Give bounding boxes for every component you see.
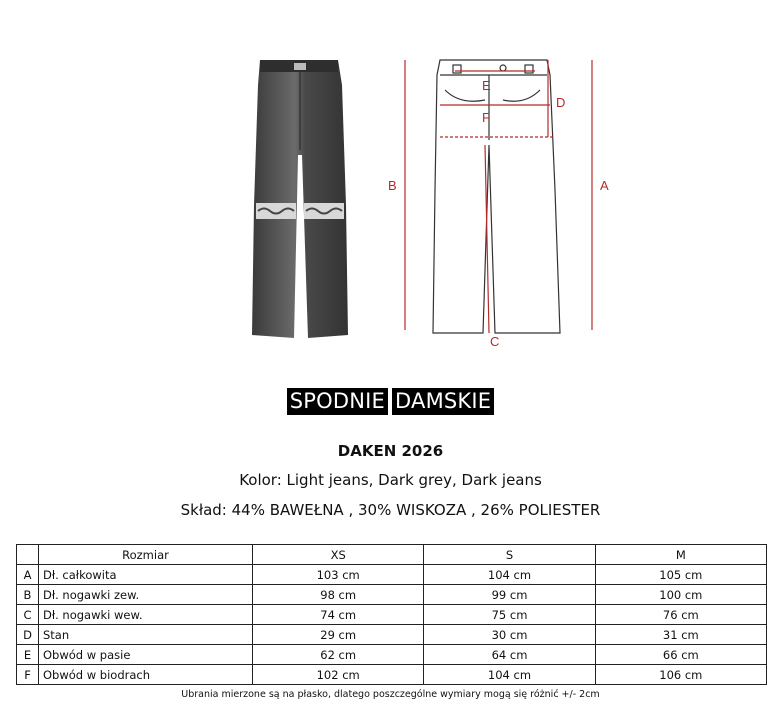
label-f: F bbox=[482, 110, 490, 125]
cell-value: 103 cm bbox=[253, 565, 424, 585]
table-row bbox=[17, 585, 767, 605]
header-rozmiar: Rozmiar bbox=[39, 545, 253, 565]
label-e: E bbox=[482, 78, 491, 93]
cell-value: 99 cm bbox=[424, 585, 595, 605]
row-letter: C bbox=[17, 605, 39, 625]
cell-value: 100 cm bbox=[595, 585, 766, 605]
row-label: Dł. nogawki zew. bbox=[39, 585, 253, 605]
label-a: A bbox=[600, 178, 609, 193]
header-size-m: M bbox=[595, 545, 766, 565]
cell-value: 66 cm bbox=[595, 645, 766, 665]
label-d: D bbox=[556, 95, 566, 110]
cell-value: 62 cm bbox=[253, 645, 424, 665]
model-name: DAKEN 2026 bbox=[337, 442, 444, 460]
composition-line: Skład: 44% BAWEŁNA , 30% WISKOZA , 26% POLIESTER bbox=[180, 501, 601, 519]
row-letter: A bbox=[17, 565, 39, 585]
cell-value: 64 cm bbox=[424, 645, 595, 665]
jeans-photo bbox=[250, 55, 350, 340]
table-row bbox=[17, 565, 767, 585]
cell-value: 104 cm bbox=[424, 565, 595, 585]
label-c: C bbox=[490, 334, 500, 349]
title-word-1: SPODNIE bbox=[287, 388, 388, 415]
table-row bbox=[17, 625, 767, 645]
cell-value: 104 cm bbox=[424, 665, 595, 685]
label-b: B bbox=[388, 178, 397, 193]
product-title bbox=[0, 388, 781, 415]
table-row bbox=[17, 605, 767, 625]
colors-line: Kolor: Light jeans, Dark grey, Dark jeans bbox=[239, 471, 542, 489]
row-letter: D bbox=[17, 625, 39, 645]
cell-value: 98 cm bbox=[253, 585, 424, 605]
cell-value: 29 cm bbox=[253, 625, 424, 645]
cell-value: 106 cm bbox=[595, 665, 766, 685]
cell-value: 75 cm bbox=[424, 605, 595, 625]
row-label: Obwód w biodrach bbox=[39, 665, 253, 685]
row-label: Dł. całkowita bbox=[39, 565, 253, 585]
title-word-2: DAMSKIE bbox=[392, 388, 494, 415]
row-label: Dł. nogawki wew. bbox=[39, 605, 253, 625]
table-row bbox=[17, 665, 767, 685]
cell-value: 74 cm bbox=[253, 605, 424, 625]
size-table bbox=[16, 544, 767, 685]
row-letter: F bbox=[17, 665, 39, 685]
header-letter bbox=[17, 545, 39, 565]
row-label: Stan bbox=[39, 625, 253, 645]
cell-value: 105 cm bbox=[595, 565, 766, 585]
table-row bbox=[17, 645, 767, 665]
cell-value: 31 cm bbox=[595, 625, 766, 645]
header-size-s: S bbox=[424, 545, 595, 565]
size-diagram bbox=[385, 50, 620, 350]
table-header-row bbox=[17, 545, 767, 565]
row-label: Obwód w pasie bbox=[39, 645, 253, 665]
cell-value: 102 cm bbox=[253, 665, 424, 685]
header-size-xs: XS bbox=[253, 545, 424, 565]
cell-value: 30 cm bbox=[424, 625, 595, 645]
measurement-note: Ubrania mierzone są na płasko, dlatego poszczególne wymiary mogą się różnić +/- 2cm bbox=[181, 689, 600, 700]
row-letter: E bbox=[17, 645, 39, 665]
row-letter: B bbox=[17, 585, 39, 605]
cell-value: 76 cm bbox=[595, 605, 766, 625]
